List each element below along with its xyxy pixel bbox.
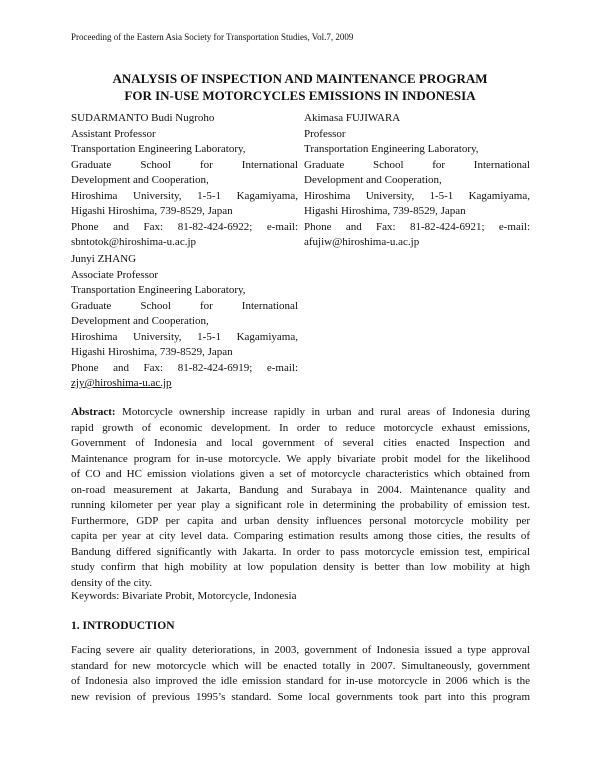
author-school-cont: Development and Cooperation, <box>304 174 442 186</box>
abstract-line: density of the city. <box>71 576 153 589</box>
paper-title <box>71 70 529 104</box>
author-position: Associate Professor <box>71 268 159 281</box>
author-phone: Phone and Fax: 81-82-424-6919; e-mail: <box>71 361 298 374</box>
abstract-line: Furthermore, GDP per capita and urban density influences personal motorcycle mobility per <box>71 514 530 527</box>
author-phone: Phone and Fax: 81-82-424-6922; e-mail: <box>71 220 298 233</box>
author-phone: Phone and Fax: 81-82-424-6921; e-mail: <box>304 220 530 233</box>
body-line: of Indonesia also improved the idle emission standard for in-use motorcycle in 2006 which is the <box>71 675 530 687</box>
author-block-1 <box>71 111 298 251</box>
abstract-line: study confirm that high mobility at low population density is better than low mobility at high <box>71 561 530 573</box>
author-lab: Transportation Engineering Laboratory, <box>304 143 479 155</box>
abstract-line: running kilometer per year play a significant role in determining the probability of emission test. <box>71 499 530 511</box>
author-email-link[interactable]: zjy@hiroshima-u.ac.jp <box>71 377 172 389</box>
author-name: Junyi ZHANG <box>71 253 137 265</box>
abstract-label: Abstract: <box>71 406 116 418</box>
author-position: Assistant Professor <box>71 127 156 140</box>
author-email: sbntotok@hiroshima-u.ac.jp <box>71 236 197 248</box>
abstract-line: Maintenance program for in-use motorcycle. We apply bivariate probit model for the likelihood <box>71 452 530 465</box>
title-line-2: FOR IN-USE MOTORCYCLES EMISSIONS IN INDONESIA <box>124 88 476 103</box>
author-university: Hiroshima University, 1-5-1 Kagamiyama, <box>71 189 298 202</box>
author-school: Graduate School for International <box>304 158 530 171</box>
body-line: new revision of previous 1995’s standard. Some local governments took part into this program <box>71 690 530 703</box>
author-school-cont: Development and Cooperation, <box>71 174 209 186</box>
abstract-line: Abstract: Motorcycle ownership increase rapidly in urban and rural areas of Indonesia during <box>71 406 530 418</box>
abstract-line: Government of Indonesia and local government of several cities enacted Inspection and <box>71 437 530 449</box>
author-lab: Transportation Engineering Laboratory, <box>71 284 246 296</box>
abstract-line: capita per year at city level data. Comparing estimation results among those cities, the results of <box>71 530 530 542</box>
author-name: Akimasa FUJIWARA <box>304 112 401 124</box>
section-heading: 1. INTRODUCTION <box>71 620 175 632</box>
author-name: SUDARMANTO Budi Nugroho <box>71 112 215 124</box>
author-lab: Transportation Engineering Laboratory, <box>71 143 246 155</box>
body-line: standard for new motorcycle which will be enacted totally in 2007. Simultaneously, government <box>71 659 530 672</box>
author-city: Higashi Hiroshima, 739-8529, Japan <box>71 205 233 217</box>
title-line-1: ANALYSIS OF INSPECTION AND MAINTENANCE PROGRAM <box>112 71 488 86</box>
author-city: Higashi Hiroshima, 739-8529, Japan <box>71 346 233 358</box>
author-block-2 <box>304 111 530 251</box>
author-block-3 <box>71 252 298 392</box>
abstract-line: on-road measurement at Jakarta, Bandung and Surabaya in 2004. Maintenance quality and <box>71 483 530 496</box>
abstract-line: Bandung differed significantly with Jakarta. In order to pass motorcycle emission test, empirical <box>71 545 530 558</box>
abstract-line: rapid growth of economic development. In order to reduce motorcycle exhaust emissions, <box>71 421 530 434</box>
running-header: Proceeding of the Eastern Asia Society for Transportation Studies, Vol.7, 2009 <box>71 32 354 42</box>
author-university: Hiroshima University, 1-5-1 Kagamiyama, <box>71 330 298 343</box>
abstract <box>71 405 530 591</box>
author-school: Graduate School for International <box>71 299 298 312</box>
author-university: Hiroshima University, 1-5-1 Kagamiyama, <box>304 189 530 202</box>
author-school-cont: Development and Cooperation, <box>71 315 209 327</box>
intro-paragraph <box>71 643 530 705</box>
author-position: Professor <box>304 127 346 140</box>
author-city: Higashi Hiroshima, 739-8529, Japan <box>304 205 466 217</box>
body-line: Facing severe air quality deteriorations, in 2003, government of Indonesia issued a type approval <box>71 644 530 656</box>
keywords: Keywords: Bivariate Probit, Motorcycle, Indonesia <box>71 590 297 602</box>
abstract-line: of CO and HC emission violations given a set of motorcycle characteristics which obtained from <box>71 468 530 480</box>
author-school: Graduate School for International <box>71 158 298 171</box>
author-email: afujiw@hiroshima-u.ac.jp <box>304 236 420 248</box>
